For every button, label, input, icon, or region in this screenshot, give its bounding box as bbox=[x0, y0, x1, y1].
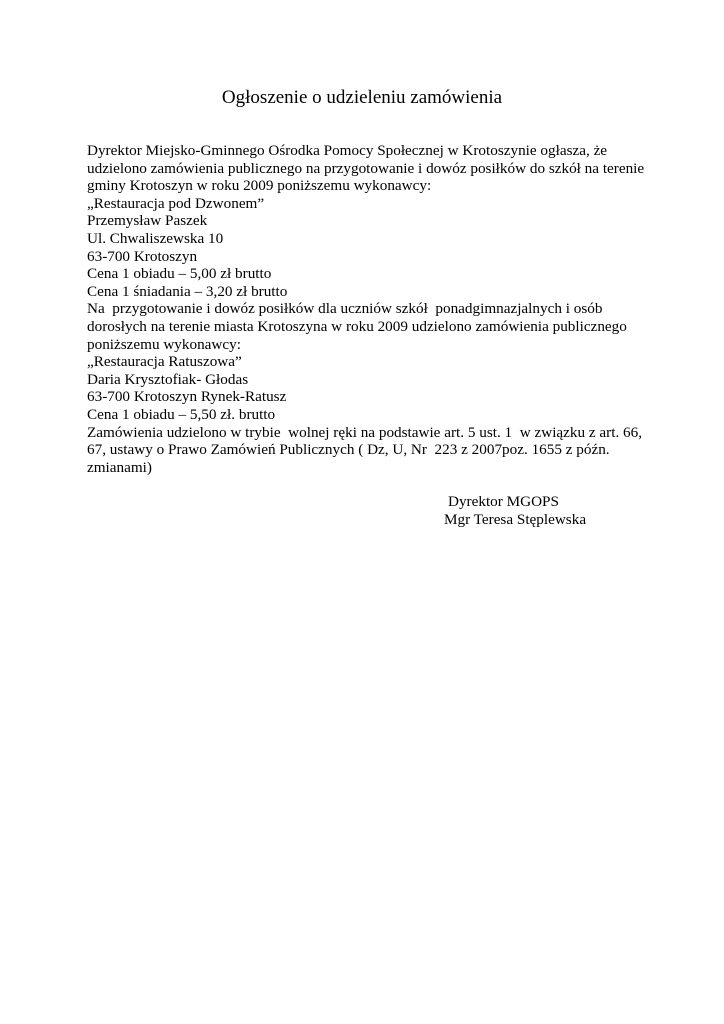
contractor-2-name: „Restauracja Ratuszowa” bbox=[87, 353, 242, 371]
contractor-1-city: 63-700 Krotoszyn bbox=[87, 247, 198, 265]
body-line: Dyrektor Miejsko-Gminnego Ośrodka Pomocy Społecznej w Krotoszynie ogłasza, że bbox=[87, 142, 608, 159]
price-lunch-1: Cena 1 obiadu – 5,00 zł brutto bbox=[87, 265, 272, 283]
price-breakfast-1: Cena 1 śniadania – 3,20 zł brutto bbox=[87, 282, 288, 300]
contractor-1-name: „Restauracja pod Dzwonem” bbox=[87, 194, 265, 212]
body-line: dorosłych na terenie miasta Krotoszyna w roku 2009 udzielono zamówienia publicznego bbox=[87, 317, 627, 335]
body-line: poniższemu wykonawcy: bbox=[87, 335, 241, 353]
legal-basis-line: 67, ustawy o Prawo Zamówień Publicznych ( Dz, U, Nr 223 z 2007poz. 1655 z późn. bbox=[87, 441, 610, 459]
price-lunch-2: Cena 1 obiadu – 5,50 zł. brutto bbox=[87, 405, 276, 423]
body-line: gminy Krotoszyn w roku 2009 poniższemu wykonawcy: bbox=[87, 177, 432, 195]
signature-block bbox=[444, 493, 586, 529]
body-line: udzielono zamówienia publicznego na przygotowanie i dowóz posiłków do szkół na terenie bbox=[87, 159, 645, 177]
document-title: Ogłoszenie o udzieleniu zamówienia bbox=[221, 87, 503, 108]
contractor-1-street: Ul. Chwaliszewska 10 bbox=[87, 229, 224, 247]
body-line: Na przygotowanie i dowóz posiłków dla uczniów szkół ponadgimnazjalnych i osób bbox=[87, 300, 603, 318]
contractor-1-owner: Przemysław Paszek bbox=[87, 212, 208, 230]
legal-basis-line: zmianami) bbox=[87, 458, 152, 476]
document-body bbox=[87, 142, 647, 476]
signature-role: Dyrektor MGOPS bbox=[448, 493, 559, 510]
signature-name: Mgr Teresa Stęplewska bbox=[444, 511, 587, 528]
legal-basis-line: Zamówienia udzielono w trybie wolnej ręki na podstawie art. 5 ust. 1 w związku z art. 66, bbox=[87, 423, 643, 441]
contractor-2-address: 63-700 Krotoszyn Rynek-Ratusz bbox=[87, 388, 287, 406]
contractor-2-owner: Daria Krysztofiak- Głodas bbox=[87, 370, 249, 388]
